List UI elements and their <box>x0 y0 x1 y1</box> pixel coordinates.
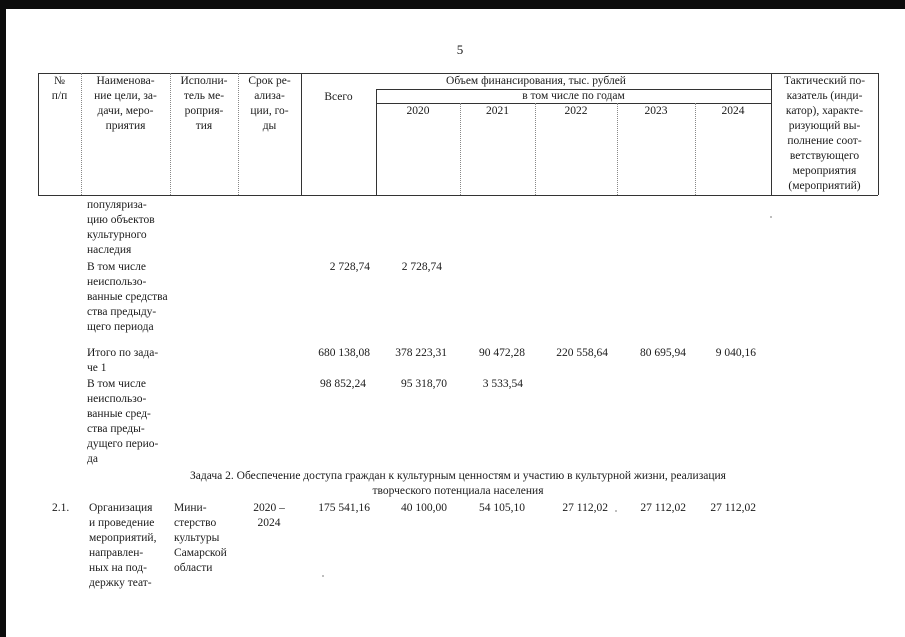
header-total: Всего <box>324 91 353 103</box>
row-2-1-2024: 27 112,02 <box>710 502 756 514</box>
row-task1-total-name: Итого по зада- че 1 <box>87 347 159 374</box>
row-2-1-term: 2020 – 2024 <box>253 502 285 529</box>
row-unused-1-name: В том числе неиспользо- ванные средства ства предыду- щего периода <box>87 261 168 333</box>
row-unused-2-2021: 3 533,54 <box>482 378 523 390</box>
header-by-years: в том числе по годам <box>522 90 625 102</box>
header-term: Срок ре- ализа- ции, го- ды <box>248 75 291 132</box>
scan-speck <box>615 510 617 512</box>
header-funding-title: Объем финансирования, тыс. рублей <box>446 75 626 87</box>
scan-speck <box>770 216 772 218</box>
row-task1-2023: 80 695,94 <box>640 347 686 359</box>
row-task1-total: 680 138,08 <box>318 347 370 359</box>
task2-heading: Задача 2. Обеспечение доступа граждан к культурным ценностям и участию в культурной жизни, реализация творческого потенциала населения <box>190 470 726 497</box>
row-task1-2024: 9 040,16 <box>715 347 756 359</box>
header-year-2024: 2024 <box>721 105 745 117</box>
scan-speck <box>322 575 324 577</box>
row-2-1-2020: 40 100,00 <box>401 502 447 514</box>
row-task1-2020: 378 223,31 <box>395 347 447 359</box>
row-task1-2021: 90 472,28 <box>479 347 525 359</box>
header-executor: Исполни- тель ме- роприя- тия <box>180 75 228 132</box>
row-2-1-total: 175 541,16 <box>318 502 370 514</box>
row-unused-2-2020: 95 318,70 <box>401 378 447 390</box>
row-unused-2-total: 98 852,24 <box>320 378 366 390</box>
scan-border-left <box>0 0 6 637</box>
row-2-1-executor: Мини- стерство культуры Самарской области <box>174 502 227 574</box>
row-2-1-2023: 27 112,02 <box>640 502 686 514</box>
row-unused-1-2020: 2 728,74 <box>401 261 442 273</box>
row-2-1-number: 2.1. <box>52 502 70 514</box>
header-num: № п/п <box>51 75 68 102</box>
header-year-2021: 2021 <box>486 105 509 117</box>
scan-border-top <box>0 0 905 9</box>
row-2-1-name: Организация и проведение мероприятий, направлен- ных на под- держку теат- <box>89 502 157 589</box>
row-unused-2-name: В том числе неиспользо- ванные сред- ства преды- дущего перио- да <box>87 378 159 465</box>
header-year-2022: 2022 <box>564 105 588 117</box>
page-number: 5 <box>456 42 464 57</box>
header-year-2023: 2023 <box>644 105 668 117</box>
row-popularization-name: популяриза- цию объектов культурного наследия <box>87 199 155 256</box>
row-2-1-2022: 27 112,02 <box>562 502 608 514</box>
header-year-2020: 2020 <box>406 105 430 117</box>
row-2-1-2021: 54 105,10 <box>479 502 525 514</box>
header-indicator: Тактический по- казатель (инди- катор), характе- ризующий вы- полнение соот- ветствующего мероприятия (мероприятий) <box>783 75 866 192</box>
header-name: Наименова- ние цели, за- дачи, меро- приятия <box>94 75 157 132</box>
row-unused-1-total: 2 728,74 <box>329 261 370 273</box>
row-task1-2022: 220 558,64 <box>556 347 608 359</box>
